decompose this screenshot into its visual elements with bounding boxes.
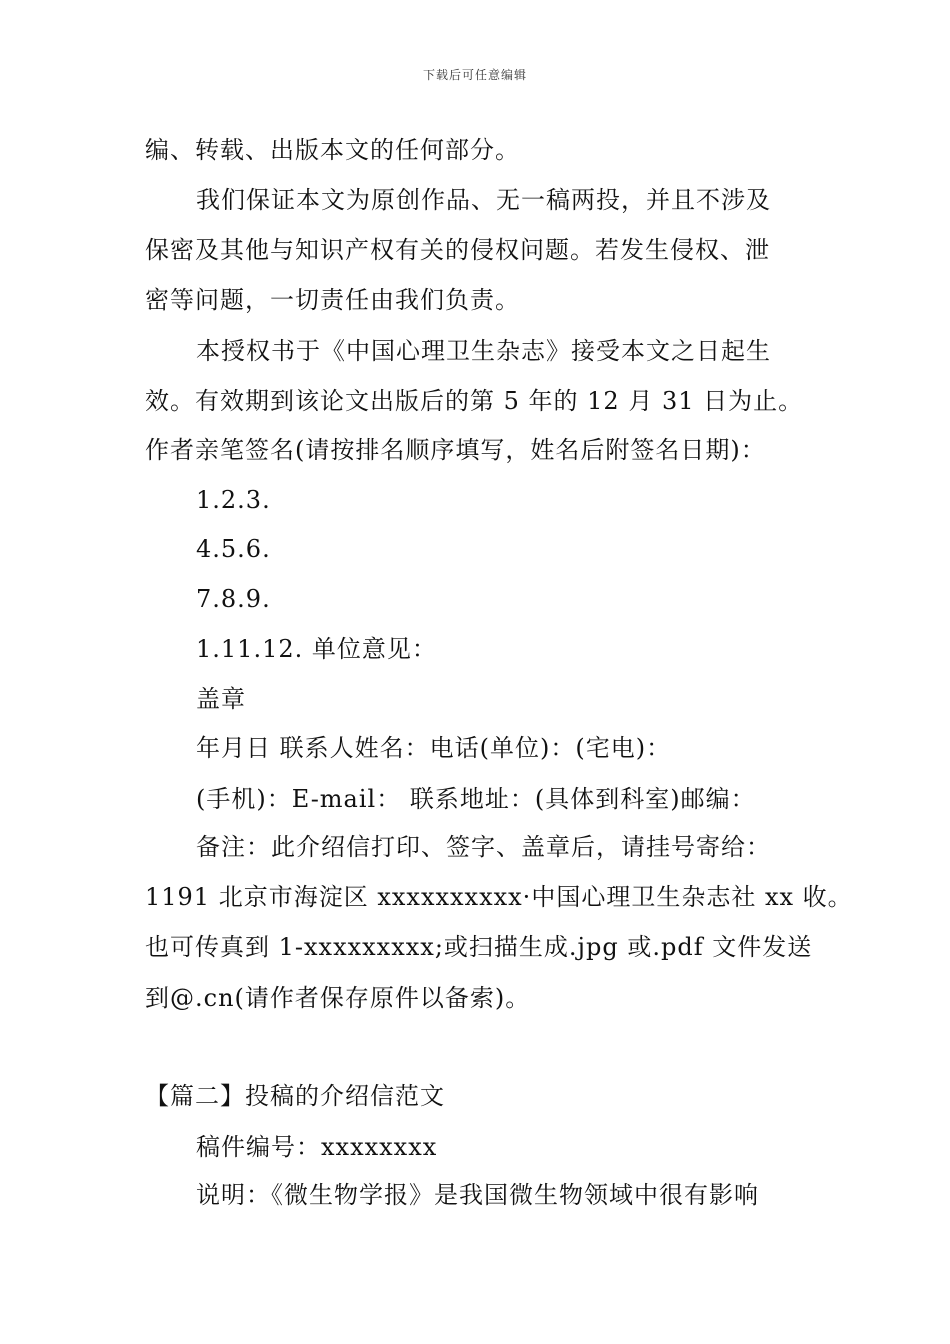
text-line: 效。有效期到该论文出版后的第 5 年的 12 月 31 日为止。: [145, 387, 804, 415]
text-line: 4.5.6.: [196, 535, 271, 563]
text-line: 稿件编号：xxxxxxxx: [196, 1133, 438, 1161]
section-heading: 【篇二】投稿的介绍信范文: [145, 1082, 445, 1110]
text-line: 说明：《微生物学报》是我国微生物领域中很有影响: [196, 1181, 759, 1209]
text-line: 我们保证本文为原创作品、无一稿两投，并且不涉及: [196, 186, 771, 214]
page-header: 下载后可任意编辑: [422, 68, 527, 82]
text-line: 本授权书于《中国心理卫生杂志》接受本文之日起生: [196, 337, 771, 365]
text-line: 备注：此介绍信打印、签字、盖章后，请挂号寄给：: [196, 833, 771, 861]
text-line: 保密及其他与知识产权有关的侵权问题。若发生侵权、泄: [145, 236, 770, 264]
text-line: 1.2.3.: [196, 486, 271, 514]
text-line: 年月日 联系人姓名：电话(单位)：(宅电)：: [196, 734, 672, 762]
text-line: 编、转载、出版本文的任何部分。: [145, 136, 520, 164]
text-line: 作者亲笔签名(请按排名顺序填写，姓名后附签名日期)：: [145, 436, 766, 464]
text-line: 密等问题，一切责任由我们负责。: [145, 286, 520, 314]
text-line: 1191 北京市海淀区 xxxxxxxxxx·中国心理卫生杂志社 xx 收。: [145, 883, 853, 911]
text-line: 到@.cn(请作者保存原件以备索)。: [145, 984, 531, 1012]
text-line: 也可传真到 1-xxxxxxxxx;或扫描生成.jpg 或.pdf 文件发送: [145, 933, 813, 961]
text-line: 1.11.12. 单位意见：: [196, 635, 437, 663]
text-line: 7.8.9.: [196, 585, 271, 613]
text-line: 盖章: [196, 685, 246, 713]
text-line: (手机)：E-mail： 联系地址：(具体到科室)邮编：: [196, 785, 756, 813]
